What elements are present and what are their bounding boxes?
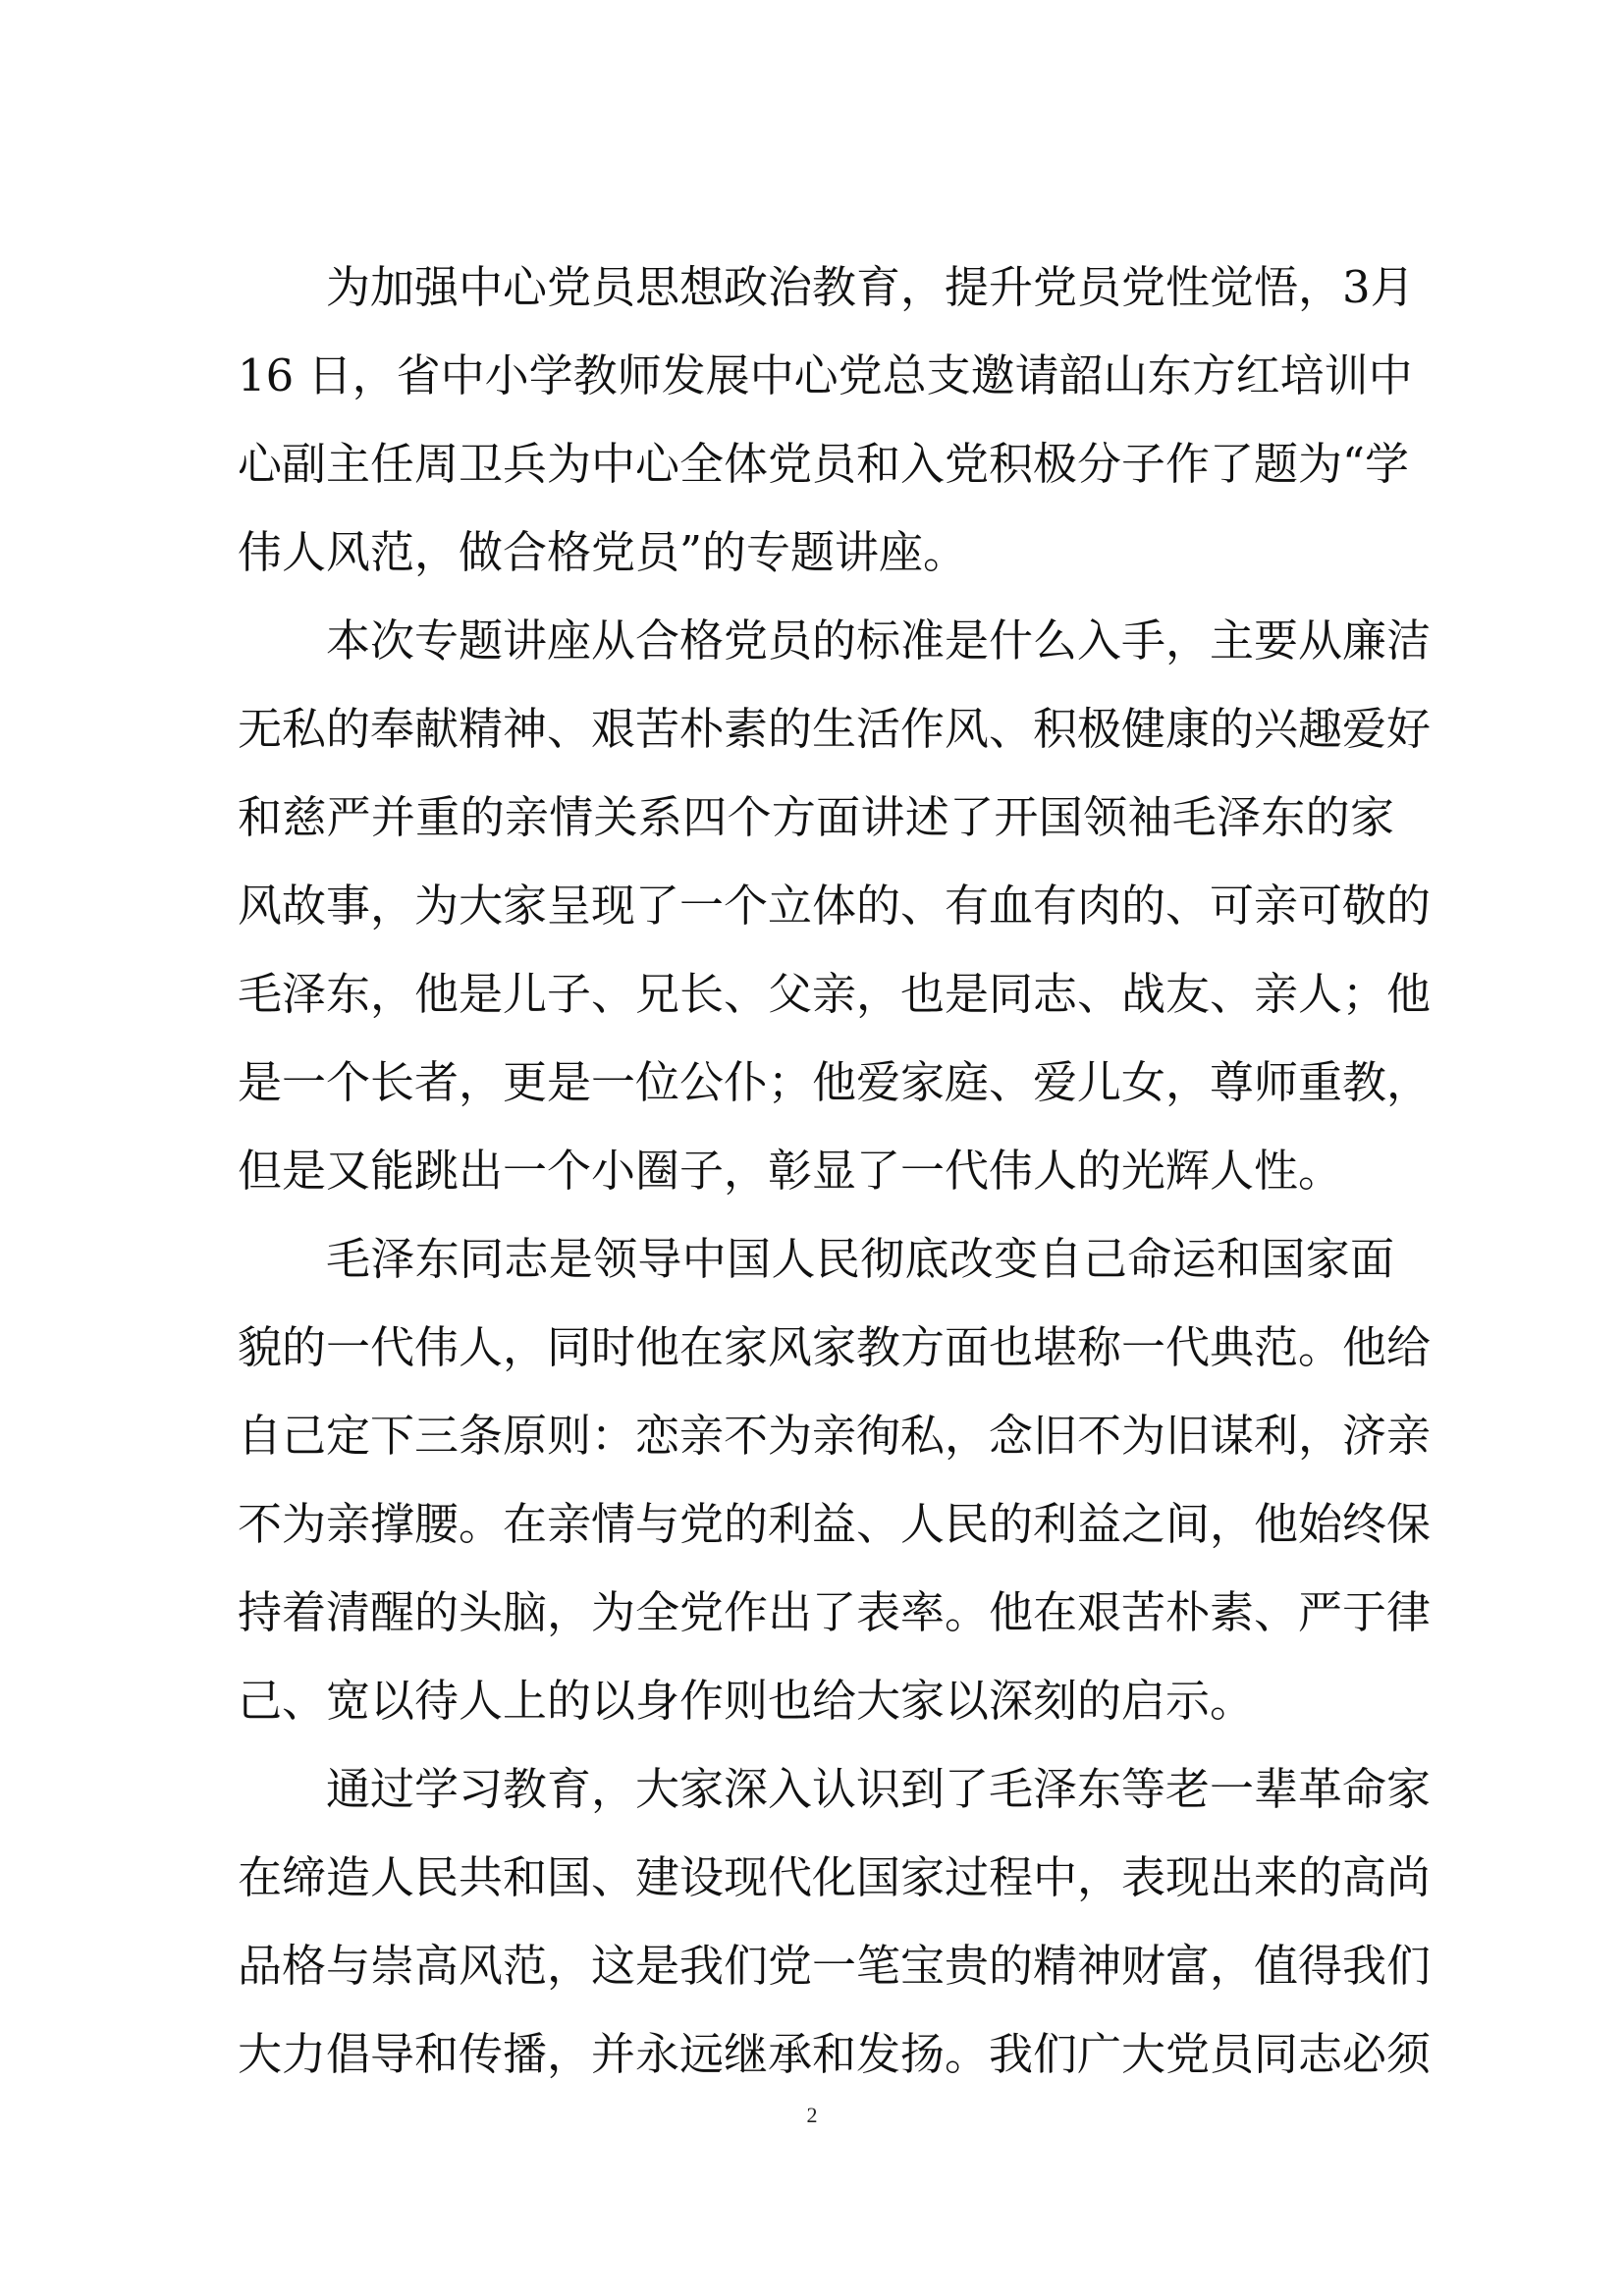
text-line: 本次专题讲座从合格党员的标准是什么入手，主要从廉洁 — [326, 614, 1432, 667]
text-line: 是一个长者，更是一位公仆；他爱家庭、爱儿女，尊师重教， — [238, 1056, 1432, 1108]
text-line: 为加强中心党员思想政治教育，提升党员党性觉悟，3月 — [326, 261, 1415, 313]
text-line: 大力倡导和传播，并永远继承和发扬。我们广大党员同志必须 — [238, 2028, 1432, 2080]
text-line: 持着清醒的头脑，为全党作出了表率。他在艰苦朴素、严于律 — [238, 1586, 1432, 1638]
text-line: 16 日，省中小学教师发展中心党总支邀请韶山东方红培训中 — [238, 349, 1413, 401]
text-line: 无私的奉献精神、艰苦朴素的生活作风、积极健康的兴趣爱好 — [238, 703, 1432, 755]
page-number: 2 — [806, 2103, 818, 2127]
text-line: 品格与崇高风范，这是我们党一笔宝贵的精神财富，值得我们 — [238, 1940, 1432, 1992]
paragraph-2 — [238, 597, 1432, 1215]
text-line: 伟人风范，做合格党员”的专题讲座。 — [238, 526, 968, 578]
paragraph-1 — [238, 243, 1415, 597]
text-line: 风故事，为大家呈现了一个立体的、有血有肉的、可亲可敬的 — [238, 880, 1432, 932]
paragraph-3 — [238, 1215, 1432, 1745]
text-line: 在缔造人民共和国、建设现代化国家过程中，表现出来的高尚 — [238, 1851, 1432, 1903]
text-line: 毛泽东同志是领导中国人民彻底改变自己命运和国家面 — [326, 1233, 1394, 1285]
text-line: 自己定下三条原则：恋亲不为亲徇私，念旧不为旧谋利，济亲 — [238, 1410, 1432, 1462]
text-line: 不为亲撑腰。在亲情与党的利益、人民的利益之间，他始终保 — [238, 1498, 1432, 1550]
text-line: 心副主任周卫兵为中心全体党员和入党积极分子作了题为“学 — [238, 438, 1410, 490]
body-text — [238, 243, 1432, 2099]
text-line: 但是又能跳出一个小圈子，彰显了一代伟人的光辉人性。 — [238, 1145, 1343, 1197]
text-line: 毛泽东，他是儿子、兄长、父亲，也是同志、战友、亲人；他 — [238, 968, 1432, 1020]
text-line: 貌的一代伟人，同时他在家风家教方面也堪称一代典范。他给 — [238, 1321, 1432, 1373]
text-line: 通过学习教育，大家深入认识到了毛泽东等老一辈革命家 — [326, 1763, 1432, 1815]
text-line: 己、宽以待人上的以身作则也给大家以深刻的启示。 — [238, 1675, 1255, 1727]
paragraph-4 — [238, 1745, 1432, 2099]
text-line: 和慈严并重的亲情关系四个方面讲述了开国领袖毛泽东的家 — [238, 791, 1394, 843]
